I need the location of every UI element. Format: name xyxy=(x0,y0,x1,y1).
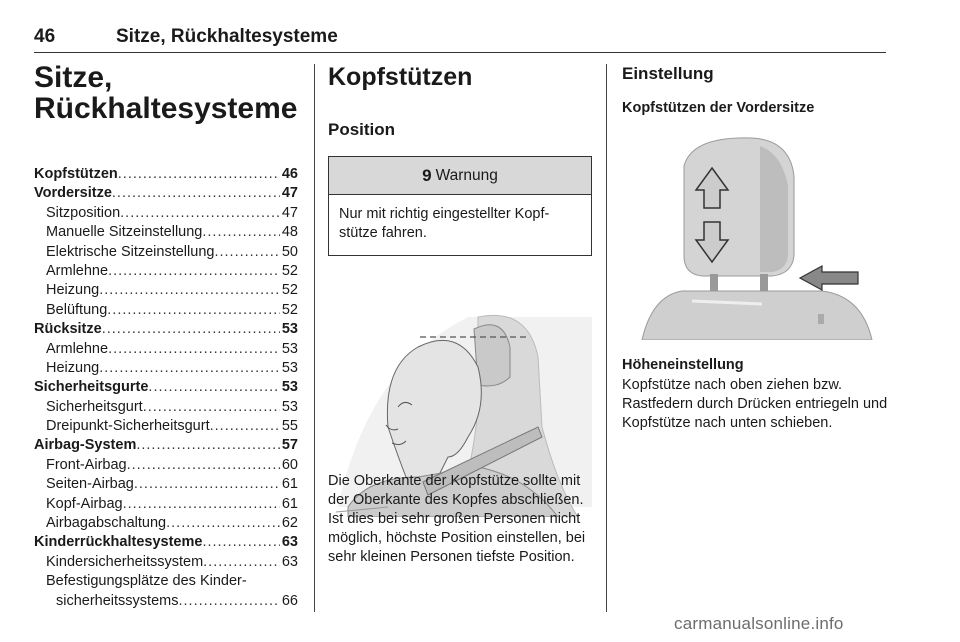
toc-entry-label: Rücksitze xyxy=(34,321,102,338)
toc-entry-label: Armlehne xyxy=(46,262,109,279)
toc-entry-page: 53 xyxy=(281,321,298,338)
toc-leader-dots xyxy=(134,476,280,492)
toc-leader-dots xyxy=(118,166,280,182)
toc-entry[interactable] xyxy=(34,476,298,495)
toc-entry-page: 61 xyxy=(281,495,298,512)
toc-entry[interactable] xyxy=(34,593,298,612)
toc-entry-page: 53 xyxy=(281,359,298,376)
headrest-position-column xyxy=(328,62,592,565)
toc-leader-dots xyxy=(102,321,280,337)
toc-entry-label: Kinderrückhaltesysteme xyxy=(34,534,203,551)
toc-entry-label: Kopfstützen xyxy=(34,166,118,182)
toc-leader-dots xyxy=(148,379,279,395)
toc-entry-label: Sitzposition xyxy=(46,204,121,221)
toc-entry-page: 52 xyxy=(281,301,298,318)
table-of-contents xyxy=(34,166,298,612)
toc-entry-page: 63 xyxy=(281,534,298,551)
toc-leader-dots xyxy=(203,554,280,570)
toc-entry-page: 66 xyxy=(281,592,298,609)
chapter-title-line1: Sitze, xyxy=(34,61,113,94)
toc-entry-page: 52 xyxy=(281,262,298,279)
toc-entry[interactable] xyxy=(34,205,298,224)
toc-entry-label: Seiten-Airbag xyxy=(46,476,134,493)
toc-entry-label: Front-Airbag xyxy=(46,456,127,473)
toc-entry[interactable] xyxy=(34,185,298,204)
toc-entry-label: Sicherheitsgurte xyxy=(34,379,149,396)
warning-header xyxy=(329,157,591,195)
toc-entry[interactable] xyxy=(34,321,298,340)
page-number: 46 xyxy=(34,26,56,47)
toc-entry[interactable] xyxy=(34,515,298,534)
toc-entry-page: 47 xyxy=(281,204,298,221)
header-title: Sitze, Rückhaltesysteme xyxy=(116,26,338,47)
toc-leader-dots xyxy=(99,360,280,376)
toc-entry-page: 57 xyxy=(281,437,298,454)
toc-entry[interactable] xyxy=(34,263,298,282)
toc-entry-label: Armlehne xyxy=(46,340,109,357)
toc-entry[interactable] xyxy=(34,224,298,243)
toc-entry[interactable] xyxy=(34,302,298,321)
toc-column xyxy=(34,62,298,612)
column-divider-1 xyxy=(314,64,315,612)
toc-entry-label: sicherheitssystems xyxy=(56,592,179,609)
toc-entry-page: 47 xyxy=(281,185,298,202)
warning-title: Warnung xyxy=(435,166,498,184)
warning-text: Nur mit richtig eingestellter Kopf-stütze fahren. xyxy=(339,206,550,241)
toc-leader-dots xyxy=(214,244,279,260)
headrest-adjustment-illustration xyxy=(622,126,886,340)
toc-entry-page: 60 xyxy=(281,456,298,473)
adjustment-heading: Einstellung xyxy=(622,64,714,83)
toc-entry[interactable] xyxy=(34,166,298,185)
toc-leader-dots xyxy=(120,205,280,221)
toc-entry[interactable] xyxy=(34,341,298,360)
toc-entry[interactable] xyxy=(34,418,298,437)
toc-entry[interactable] xyxy=(34,573,298,592)
toc-entry-label: Befestigungsplätze des Kinder- xyxy=(46,573,247,590)
toc-entry[interactable] xyxy=(34,534,298,553)
toc-leader-dots xyxy=(166,515,280,531)
toc-entry[interactable] xyxy=(34,496,298,515)
position-paragraph: Die Oberkante der Kopfstütze sollte mit der Oberkante des Kopfes abschließen. Ist dies bei sehr großen Personen nicht möglich, höchste Position einstellen, bei sehr kleinen Personen tiefste Position. xyxy=(328,473,586,565)
chapter-title xyxy=(34,62,298,124)
toc-entry-page: 61 xyxy=(281,476,298,493)
toc-entry-page: 52 xyxy=(281,282,298,299)
chapter-title-line2: Rückhaltesysteme xyxy=(34,92,298,125)
section-heading: Kopfstützen xyxy=(328,63,473,91)
adjustment-column xyxy=(622,64,890,431)
toc-entry-label: Kindersicherheitssystem xyxy=(46,553,204,570)
warning-box xyxy=(328,156,592,256)
height-adjustment-heading: Höheneinstellung xyxy=(622,357,744,373)
toc-leader-dots xyxy=(123,496,280,512)
toc-leader-dots xyxy=(202,224,279,240)
page-header xyxy=(34,26,886,53)
adjustment-paragraph: Kopfstütze nach oben ziehen bzw. Rastfedern durch Drücken entriegeln und Kopfstütze nach unten schieben. xyxy=(622,377,888,431)
toc-leader-dots xyxy=(136,437,280,453)
toc-entry-page: 62 xyxy=(281,515,298,532)
toc-entry[interactable] xyxy=(34,399,298,418)
toc-entry-label: Kopf-Airbag xyxy=(46,495,123,512)
section-subheading: Position xyxy=(328,120,396,139)
column-divider-2 xyxy=(606,64,607,612)
toc-leader-dots xyxy=(99,282,280,298)
toc-entry[interactable] xyxy=(34,554,298,573)
toc-entry-label: Heizung xyxy=(46,359,100,376)
toc-leader-dots xyxy=(202,534,279,550)
toc-entry-label: Manuelle Sitzeinstellung xyxy=(46,224,203,241)
toc-entry-page: 50 xyxy=(281,243,298,260)
toc-entry-page: 48 xyxy=(281,224,298,241)
toc-leader-dots xyxy=(108,263,280,279)
toc-entry-page: 55 xyxy=(281,418,298,435)
toc-leader-dots xyxy=(143,399,280,415)
toc-entry-label: Heizung xyxy=(46,282,100,299)
toc-entry[interactable] xyxy=(34,360,298,379)
toc-entry-label: Vordersitze xyxy=(34,185,112,202)
toc-entry[interactable] xyxy=(34,437,298,456)
watermark: carmanualsonline.info xyxy=(674,614,844,633)
toc-leader-dots xyxy=(178,593,279,609)
toc-entry-label: Elektrische Sitzeinstellung xyxy=(46,243,215,260)
toc-leader-dots xyxy=(108,341,280,357)
toc-leader-dots xyxy=(210,418,280,434)
warning-icon: 9 xyxy=(422,165,432,185)
toc-leader-dots xyxy=(127,457,280,473)
toc-entry-page: 46 xyxy=(281,166,298,182)
toc-entry-page: 63 xyxy=(281,553,298,570)
toc-entry[interactable] xyxy=(34,244,298,263)
toc-entry-label: Airbagabschaltung xyxy=(46,515,167,532)
toc-entry-label: Airbag-System xyxy=(34,437,137,454)
toc-entry-label: Dreipunkt-Sicherheitsgurt xyxy=(46,418,210,435)
toc-entry-label: Sicherheitsgurt xyxy=(46,398,143,415)
toc-entry[interactable] xyxy=(34,379,298,398)
toc-entry-page: 53 xyxy=(281,379,298,396)
front-headrests-heading: Kopfstützen der Vordersitze xyxy=(622,100,815,116)
toc-entry[interactable] xyxy=(34,282,298,301)
toc-entry-page: 53 xyxy=(281,398,298,415)
toc-leader-dots xyxy=(107,302,280,318)
toc-leader-dots xyxy=(112,185,280,201)
toc-entry-page: 53 xyxy=(281,340,298,357)
toc-entry[interactable] xyxy=(34,457,298,476)
toc-entry-label: Belüftung xyxy=(46,301,108,318)
